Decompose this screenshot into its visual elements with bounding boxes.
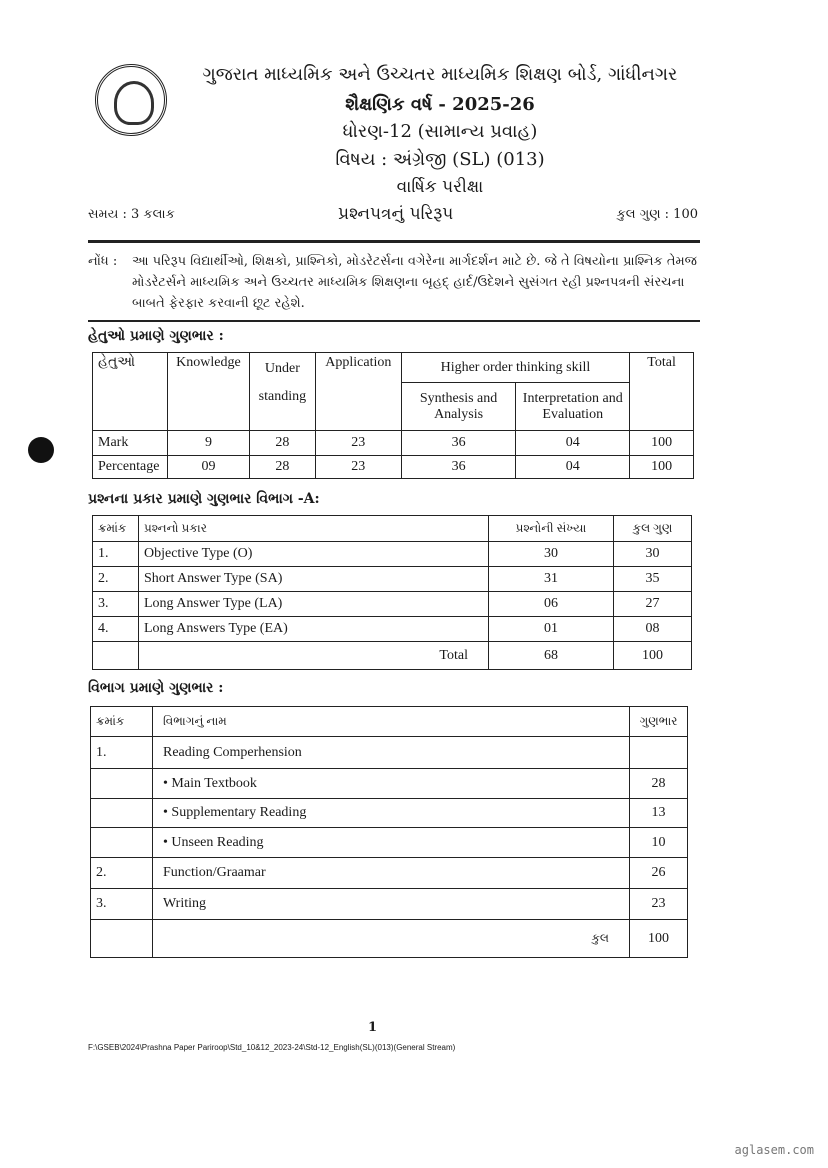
academic-year: શૈક્ષણિક વર્ષ - 2025-26 (345, 94, 535, 115)
page-number: 1 (368, 1020, 378, 1035)
table-row (91, 889, 688, 920)
divider (88, 320, 700, 322)
objectives-heading: હેતુઓ પ્રમાણે ગુણભાર : (88, 328, 224, 344)
header-interpretation: Interpretation and Evaluation (516, 383, 630, 431)
cell: 35 (614, 567, 692, 592)
cell: 100 (630, 431, 694, 456)
table-row (93, 592, 692, 617)
cell: Long Answers Type (EA) (139, 617, 489, 642)
cell: Long Answer Type (LA) (139, 592, 489, 617)
table-row (91, 769, 688, 799)
header-type: પ્રશ્નનો પ્રકાર (139, 516, 489, 542)
header-knowledge: Knowledge (167, 353, 249, 431)
cell: 27 (614, 592, 692, 617)
cell: Short Answer Type (SA) (139, 567, 489, 592)
cell (91, 828, 153, 858)
header-marks: કુલ ગુણ (614, 516, 692, 542)
header-synthesis: Synthesis and Analysis (401, 383, 516, 431)
divider (88, 240, 700, 243)
cell: 30 (614, 542, 692, 567)
cell: 01 (489, 617, 614, 642)
cell: 4. (93, 617, 139, 642)
cell: 09 (167, 456, 249, 479)
cell: 2. (91, 858, 153, 889)
cell: 23 (630, 889, 688, 920)
cell: 23 (315, 456, 401, 479)
question-type-heading: પ્રશ્નના પ્રકાર પ્રમાણે ગુણભાર વિભાગ -A: (88, 491, 320, 507)
cell: 100 (630, 456, 694, 479)
cell: 04 (516, 456, 630, 479)
cell (630, 737, 688, 769)
header-no: ક્રમાંક (91, 707, 153, 737)
question-type-table (92, 515, 692, 670)
table-row (93, 567, 692, 592)
objectives-table (92, 352, 694, 479)
board-title: ગુજરાત માધ્યમિક અને ઉચ્ચતર માધ્યમિક શિક્ષણ બોર્ડ, ગાંધીનગર (202, 64, 678, 85)
table-row (93, 431, 694, 456)
total-marks: કુલ ગુણ : 100 (616, 206, 698, 222)
cell: Function/Graamar (153, 858, 630, 889)
cell: 9 (167, 431, 249, 456)
cell: 08 (614, 617, 692, 642)
board-seal-logo (95, 64, 167, 136)
subject: વિષય : અંગ્રેજી (SL) (013) (335, 149, 545, 170)
cell: • Main Textbook (153, 769, 630, 799)
header-name: વિભાગનું નામ (153, 707, 630, 737)
cell: 23 (315, 431, 401, 456)
watermark: aglasem.com (734, 1143, 814, 1157)
header-count: પ્રશ્નોની સંખ્યા (489, 516, 614, 542)
cell: 3. (93, 592, 139, 617)
cell: 06 (489, 592, 614, 617)
cell: 1. (91, 737, 153, 769)
cell: 36 (401, 456, 516, 479)
cell (91, 769, 153, 799)
header-application: Application (315, 353, 401, 431)
header-objectives: હેતુઓ (93, 353, 168, 431)
cell: 28 (249, 431, 315, 456)
time: સમય : 3 કલાક (88, 206, 175, 222)
cell: Objective Type (O) (139, 542, 489, 567)
cell: • Supplementary Reading (153, 799, 630, 828)
meta-row (88, 200, 698, 228)
cell: 31 (489, 567, 614, 592)
table-row (91, 858, 688, 889)
header-hots: Higher order thinking skill (401, 353, 629, 383)
table-row (91, 828, 688, 858)
cell: Reading Comperhension (153, 737, 630, 769)
cell: 68 (489, 642, 614, 670)
cell: 30 (489, 542, 614, 567)
cell: 36 (401, 431, 516, 456)
cell: 13 (630, 799, 688, 828)
header-total: Total (630, 353, 694, 431)
row-label: Percentage (93, 456, 168, 479)
cell: 3. (91, 889, 153, 920)
cell: 100 (614, 642, 692, 670)
standard: ધોરણ-12 (સામાન્ય પ્રવાહ) (342, 121, 538, 142)
cell: 100 (630, 920, 688, 958)
file-path: F:\GSEB\2024\Prashna Paper Pariroop\Std_10&12_2023-24\Std-12_English(SL)(013)(General Stream) (88, 1043, 456, 1052)
blueprint-title: પ્રશ્નપત્રનું પરિરૂપ (338, 204, 454, 224)
cell: 04 (516, 431, 630, 456)
note-label: નોંધ : (88, 254, 118, 269)
table-row (91, 799, 688, 828)
cell: 1. (93, 542, 139, 567)
total-label: Total (139, 642, 489, 670)
total-row (93, 642, 692, 670)
header (172, 62, 812, 201)
header-no: ક્રમાંક (93, 516, 139, 542)
cell: • Unseen Reading (153, 828, 630, 858)
header-marks: ગુણભાર (630, 707, 688, 737)
note-text: આ પરિરૂપ વિદ્યાર્થીઓ, શિક્ષકો, પ્રાશ્નિકો, મોડરેટર્સના વગેરેના માર્ગદર્શન માટે છે. જે તે વિષયોના પ્રાશ્નિક તેમજ મોડરેટર્સને માધ્યમિક અને ઉચ્ચતર માધ્યમિક શિક્ષણના બૃહદ્ હાર્દ/ઉદેશને સુસંગત રહી પ્રશ્નપત્રની સંરચના બાબતે ફેરફાર કરવાની છૂટ રહેશે. (132, 254, 697, 311)
section-heading: વિભાગ પ્રમાણે ગુણભાર : (88, 680, 224, 696)
row-label: Mark (93, 431, 168, 456)
total-label: કુલ (153, 920, 630, 958)
table-row (93, 617, 692, 642)
table-row (93, 542, 692, 567)
note (88, 251, 700, 314)
cell: 28 (249, 456, 315, 479)
table-row (91, 737, 688, 769)
cell: Writing (153, 889, 630, 920)
cell: 2. (93, 567, 139, 592)
section-table (90, 706, 688, 958)
header-understanding: Under standing (249, 353, 315, 431)
cell: 28 (630, 769, 688, 799)
table-row (93, 456, 694, 479)
content (88, 240, 814, 1157)
exam-name: વાર્ષિક પરીક્ષા (396, 177, 484, 197)
cell: 26 (630, 858, 688, 889)
cell: 10 (630, 828, 688, 858)
punch-hole (28, 437, 54, 463)
total-row (91, 920, 688, 958)
cell (91, 799, 153, 828)
